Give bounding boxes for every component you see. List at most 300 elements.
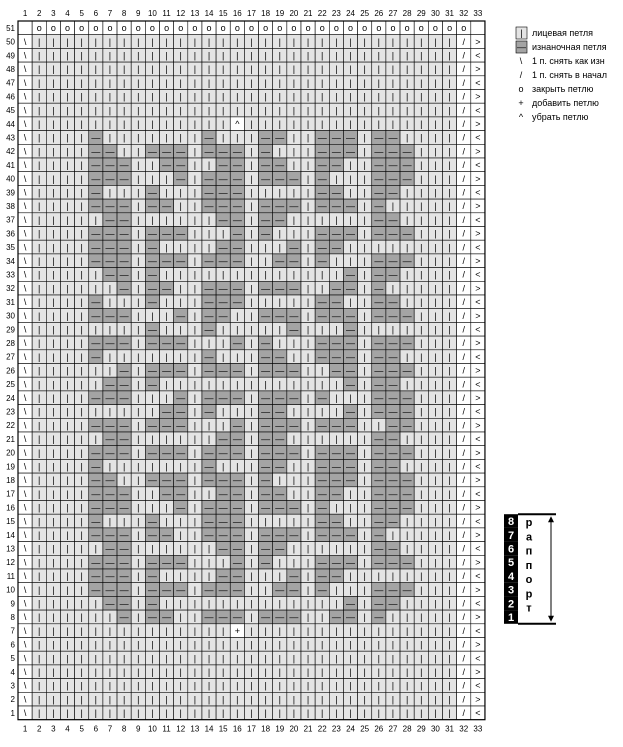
- stitch-symbol: |: [80, 502, 83, 513]
- stitch-symbol: |: [448, 310, 451, 321]
- stitch-symbol: —: [105, 557, 115, 568]
- stitch-symbol: |: [264, 255, 267, 266]
- stitch-symbol: |: [66, 242, 69, 253]
- stitch-symbol: |: [179, 297, 182, 308]
- stitch-symbol: |: [207, 598, 211, 609]
- stitch-symbol: —: [232, 173, 242, 184]
- stitch-symbol: |: [193, 502, 197, 513]
- stitch-symbol: |: [137, 283, 140, 294]
- stitch-symbol: |: [278, 557, 281, 568]
- stitch-symbol: —: [218, 502, 228, 513]
- stitch-symbol: /: [462, 228, 465, 239]
- stitch-symbol: |: [292, 91, 296, 102]
- stitch-symbol: —: [402, 420, 412, 431]
- stitch-symbol: |: [448, 392, 451, 403]
- stitch-symbol: —: [402, 173, 412, 184]
- stitch-symbol: |: [363, 666, 366, 677]
- stitch-symbol: —: [105, 475, 115, 486]
- column-number-top: 30: [430, 9, 440, 18]
- stitch-symbol: |: [335, 666, 338, 677]
- stitch-symbol: |: [264, 653, 267, 664]
- stitch-symbol: |: [391, 324, 395, 335]
- stitch-symbol: |: [94, 680, 97, 691]
- stitch-symbol: |: [179, 612, 182, 623]
- stitch-symbol: |: [434, 392, 437, 403]
- stitch-symbol: |: [335, 64, 338, 75]
- stitch-symbol: —: [204, 351, 214, 362]
- stitch-symbol: |: [38, 475, 41, 486]
- stitch-symbol: <: [475, 105, 481, 116]
- stitch-symbol: \: [23, 516, 27, 527]
- column-number-bottom: 8: [121, 724, 127, 734]
- stitch-symbol: |: [306, 242, 310, 253]
- stitch-symbol: |: [165, 105, 168, 116]
- row-number-label: 29: [6, 325, 15, 335]
- stitch-symbol: |: [335, 214, 338, 225]
- stitch-symbol: |: [448, 50, 451, 61]
- stitch-symbol: >: [475, 255, 481, 266]
- stitch-symbol: |: [306, 297, 310, 308]
- row-number-label: 7: [10, 626, 15, 636]
- stitch-symbol: —: [218, 392, 228, 403]
- stitch-symbol: |: [94, 324, 97, 335]
- stitch-symbol: |: [448, 488, 451, 499]
- stitch-symbol: —: [176, 160, 186, 171]
- stitch-symbol: |: [108, 64, 112, 75]
- stitch-symbol: |: [391, 64, 395, 75]
- stitch-symbol: |: [264, 242, 267, 253]
- stitch-symbol: —: [232, 447, 242, 458]
- stitch-symbol: |: [405, 612, 409, 623]
- stitch-symbol: |: [448, 639, 451, 650]
- stitch-symbol: |: [434, 50, 437, 61]
- stitch-symbol: |: [405, 187, 409, 198]
- stitch-symbol: |: [165, 694, 168, 705]
- stitch-symbol: —: [275, 173, 285, 184]
- stitch-symbol: |: [94, 543, 97, 554]
- stitch-symbol: —: [374, 283, 384, 294]
- stitch-symbol: |: [363, 91, 366, 102]
- column-number-top: 6: [93, 9, 99, 18]
- stitch-symbol: \: [23, 653, 27, 664]
- stitch-symbol: |: [193, 132, 197, 143]
- stitch-symbol: —: [289, 365, 299, 376]
- row-number-label: 43: [6, 133, 15, 143]
- stitch-symbol: /: [462, 283, 465, 294]
- stitch-symbol: |: [193, 557, 197, 568]
- stitch-symbol: |: [222, 379, 225, 390]
- stitch-symbol: —: [204, 475, 214, 486]
- stitch-symbol: |: [137, 639, 140, 650]
- stitch-symbol: |: [448, 420, 451, 431]
- stitch-symbol: —: [119, 201, 129, 212]
- stitch-symbol: |: [448, 612, 451, 623]
- stitch-symbol: |: [137, 666, 140, 677]
- stitch-symbol: |: [250, 639, 253, 650]
- stitch-symbol: |: [236, 132, 239, 143]
- stitch-symbol: |: [222, 77, 225, 88]
- stitch-symbol: |: [250, 187, 253, 198]
- stitch-symbol: |: [222, 666, 225, 677]
- stitch-symbol: |: [222, 557, 225, 568]
- stitch-symbol: ^: [235, 118, 240, 129]
- stitch-symbol: |: [306, 146, 310, 157]
- stitch-symbol: —: [232, 338, 242, 349]
- stitch-symbol: |: [94, 434, 97, 445]
- stitch-symbol: |: [335, 50, 338, 61]
- row-number-label: 20: [6, 448, 15, 458]
- stitch-symbol: —: [388, 392, 398, 403]
- stitch-symbol: —: [105, 571, 115, 582]
- column-number-top: 28: [402, 9, 412, 18]
- stitch-symbol: |: [193, 488, 197, 499]
- stitch-symbol: |: [80, 666, 83, 677]
- column-number-bottom: 19: [275, 724, 285, 734]
- stitch-symbol: |: [165, 324, 168, 335]
- rapport-word-letter: р: [525, 517, 533, 530]
- stitch-symbol: —: [317, 132, 327, 143]
- stitch-symbol: —: [374, 488, 384, 499]
- stitch-symbol: |: [38, 269, 41, 280]
- stitch-symbol: \: [23, 105, 27, 116]
- stitch-symbol: —: [204, 584, 214, 595]
- stitch-symbol: |: [448, 708, 451, 719]
- stitch-symbol: —: [331, 201, 341, 212]
- stitch-symbol: |: [321, 77, 324, 88]
- row-number-label: 14: [6, 530, 15, 540]
- stitch-symbol: |: [363, 475, 366, 486]
- stitch-symbol: |: [434, 680, 437, 691]
- stitch-symbol: —: [218, 434, 228, 445]
- stitch-symbol: —: [105, 146, 115, 157]
- stitch-symbol: |: [306, 571, 310, 582]
- stitch-symbol: —: [261, 612, 271, 623]
- stitch-symbol: |: [80, 516, 83, 527]
- stitch-symbol: |: [137, 214, 140, 225]
- stitch-symbol: |: [264, 694, 267, 705]
- stitch-symbol: —: [232, 557, 242, 568]
- stitch-symbol: |: [52, 64, 55, 75]
- stitch-symbol: |: [363, 406, 366, 417]
- stitch-symbol: |: [38, 666, 41, 677]
- stitch-symbol: |: [52, 255, 55, 266]
- stitch-symbol: —: [162, 255, 172, 266]
- stitch-symbol: |: [80, 146, 83, 157]
- stitch-symbol: |: [80, 365, 83, 376]
- stitch-symbol: |: [137, 105, 140, 116]
- stitch-symbol: |: [349, 571, 352, 582]
- stitch-symbol: —: [162, 584, 172, 595]
- stitch-symbol: |: [306, 475, 310, 486]
- stitch-symbol: —: [232, 420, 242, 431]
- stitch-symbol: |: [151, 64, 154, 75]
- stitch-symbol: —: [162, 365, 172, 376]
- stitch-symbol: |: [38, 187, 41, 198]
- stitch-symbol: |: [38, 146, 41, 157]
- stitch-symbol: —: [374, 502, 384, 513]
- stitch-symbol: |: [306, 434, 310, 445]
- stitch-symbol: |: [420, 228, 423, 239]
- stitch-symbol: |: [405, 297, 409, 308]
- stitch-symbol: |: [122, 146, 126, 157]
- stitch-symbol: —: [232, 529, 242, 540]
- stitch-symbol: |: [434, 173, 437, 184]
- stitch-symbol: \: [23, 36, 27, 47]
- stitch-symbol: |: [137, 146, 140, 157]
- stitch-symbol: >: [475, 365, 481, 376]
- stitch-symbol: |: [179, 324, 182, 335]
- stitch-symbol: |: [250, 338, 253, 349]
- stitch-symbol: \: [23, 228, 27, 239]
- stitch-symbol: |: [405, 653, 409, 664]
- stitch-symbol: |: [94, 708, 97, 719]
- stitch-symbol: >: [475, 283, 481, 294]
- stitch-symbol: |: [250, 708, 253, 719]
- stitch-symbol: |: [420, 160, 423, 171]
- stitch-symbol: >: [475, 146, 481, 157]
- stitch-symbol: —: [289, 584, 299, 595]
- stitch-symbol: —: [232, 214, 242, 225]
- stitch-symbol: |: [122, 118, 126, 129]
- stitch-symbol: |: [434, 36, 437, 47]
- stitch-symbol: —: [232, 571, 242, 582]
- stitch-symbol: |: [292, 146, 296, 157]
- stitch-symbol: —: [289, 420, 299, 431]
- stitch-symbol: |: [420, 36, 423, 47]
- stitch-symbol: —: [289, 242, 299, 253]
- stitch-symbol: —: [91, 502, 101, 513]
- column-number-top: 13: [190, 9, 200, 18]
- stitch-symbol: |: [391, 105, 395, 116]
- stitch-symbol: |: [250, 557, 253, 568]
- stitch-symbol: —: [331, 242, 341, 253]
- stitch-symbol: |: [94, 639, 97, 650]
- stitch-symbol: |: [434, 543, 437, 554]
- column-number-top: 12: [176, 9, 186, 18]
- stitch-symbol: —: [204, 612, 214, 623]
- stitch-symbol: |: [349, 187, 352, 198]
- stitch-symbol: |: [108, 406, 112, 417]
- stitch-symbol: —: [388, 228, 398, 239]
- stitch-symbol: |: [137, 338, 140, 349]
- stitch-symbol: |: [207, 269, 211, 280]
- stitch-symbol: |: [137, 132, 140, 143]
- stitch-symbol: |: [420, 502, 423, 513]
- stitch-symbol: \: [23, 269, 27, 280]
- stitch-symbol: |: [151, 50, 154, 61]
- stitch-symbol: |: [349, 584, 352, 595]
- stitch-symbol: |: [349, 118, 352, 129]
- stitch-symbol: |: [193, 297, 197, 308]
- stitch-symbol: —: [388, 475, 398, 486]
- stitch-symbol: |: [278, 187, 281, 198]
- stitch-symbol: |: [80, 201, 83, 212]
- stitch-symbol: |: [306, 516, 310, 527]
- stitch-symbol: —: [91, 447, 101, 458]
- stitch-symbol: |: [179, 283, 182, 294]
- stitch-symbol: |: [236, 680, 239, 691]
- stitch-symbol: |: [179, 639, 182, 650]
- stitch-symbol: |: [38, 255, 41, 266]
- stitch-symbol: |: [38, 36, 41, 47]
- stitch-symbol: |: [151, 310, 154, 321]
- stitch-symbol: |: [66, 406, 69, 417]
- stitch-symbol: |: [179, 543, 182, 554]
- stitch-symbol: |: [165, 310, 168, 321]
- stitch-symbol: /: [462, 214, 465, 225]
- stitch-symbol: |: [80, 255, 83, 266]
- stitch-symbol: |: [179, 50, 182, 61]
- stitch-symbol: —: [176, 146, 186, 157]
- stitch-symbol: |: [363, 625, 366, 636]
- stitch-symbol: |: [38, 324, 41, 335]
- stitch-symbol: >: [475, 201, 481, 212]
- stitch-symbol: |: [448, 653, 451, 664]
- stitch-symbol: |: [151, 639, 154, 650]
- stitch-symbol: |: [405, 351, 409, 362]
- stitch-symbol: /: [462, 406, 465, 417]
- stitch-symbol: \: [23, 680, 27, 691]
- column-number-bottom: 14: [204, 724, 214, 734]
- stitch-symbol: —: [275, 447, 285, 458]
- column-number-top: 21: [303, 9, 313, 18]
- stitch-symbol: <: [475, 543, 481, 554]
- stitch-symbol: /: [462, 160, 465, 171]
- stitch-symbol: |: [66, 160, 69, 171]
- rapport-number: 7: [507, 529, 515, 542]
- stitch-symbol: |: [363, 502, 366, 513]
- stitch-symbol: —: [388, 146, 398, 157]
- stitch-symbol: —: [275, 201, 285, 212]
- stitch-symbol: —: [176, 392, 186, 403]
- stitch-symbol: |: [405, 434, 409, 445]
- stitch-symbol: —: [232, 392, 242, 403]
- stitch-symbol: \: [23, 529, 27, 540]
- stitch-symbol: |: [321, 708, 324, 719]
- stitch-symbol: —: [346, 324, 356, 335]
- stitch-symbol: |: [377, 242, 380, 253]
- stitch-symbol: |: [80, 351, 83, 362]
- stitch-symbol: |: [349, 502, 352, 513]
- stitch-symbol: |: [321, 694, 324, 705]
- stitch-symbol: |: [448, 694, 451, 705]
- stitch-symbol: —: [91, 228, 101, 239]
- stitch-symbol: —: [147, 255, 157, 266]
- stitch-symbol: |: [434, 324, 437, 335]
- stitch-symbol: |: [193, 598, 197, 609]
- stitch-symbol: |: [420, 351, 423, 362]
- stitch-symbol: —: [176, 406, 186, 417]
- stitch-symbol: \: [23, 310, 27, 321]
- column-number-top: 32: [459, 9, 469, 18]
- stitch-symbol: —: [261, 502, 271, 513]
- stitch-symbol: |: [321, 639, 324, 650]
- stitch-symbol: |: [207, 694, 211, 705]
- stitch-symbol: |: [193, 36, 197, 47]
- stitch-symbol: —: [374, 584, 384, 595]
- stitch-symbol: |: [278, 379, 281, 390]
- stitch-symbol: |: [420, 475, 423, 486]
- stitch-symbol: —: [147, 201, 157, 212]
- stitch-symbol: —: [317, 228, 327, 239]
- stitch-symbol: |: [420, 557, 423, 568]
- stitch-symbol: —: [402, 502, 412, 513]
- stitch-symbol: —: [147, 529, 157, 540]
- stitch-symbol: |: [420, 310, 423, 321]
- column-number-bottom: 12: [176, 724, 186, 734]
- stitch-symbol: <: [475, 269, 481, 280]
- stitch-symbol: |: [321, 118, 324, 129]
- stitch-symbol: /: [462, 708, 465, 719]
- stitch-symbol: |: [363, 571, 366, 582]
- stitch-symbol: |: [38, 214, 41, 225]
- stitch-symbol: |: [38, 529, 41, 540]
- stitch-symbol: |: [137, 420, 140, 431]
- column-number-top: 19: [275, 9, 285, 18]
- stitch-symbol: |: [420, 571, 423, 582]
- stitch-symbol: |: [420, 283, 423, 294]
- stitch-symbol: |: [264, 297, 267, 308]
- stitch-symbol: |: [179, 680, 182, 691]
- stitch-symbol: |: [335, 269, 338, 280]
- stitch-symbol: |: [52, 625, 55, 636]
- stitch-symbol: /: [462, 379, 465, 390]
- stitch-symbol: |: [250, 36, 253, 47]
- stitch-symbol: |: [66, 201, 69, 212]
- stitch-symbol: |: [207, 105, 211, 116]
- stitch-symbol: |: [122, 666, 126, 677]
- stitch-symbol: —: [275, 392, 285, 403]
- stitch-symbol: o: [390, 23, 396, 34]
- stitch-symbol: —: [119, 571, 129, 582]
- stitch-symbol: /: [462, 146, 465, 157]
- stitch-symbol: |: [335, 77, 338, 88]
- stitch-symbol: |: [80, 132, 83, 143]
- stitch-symbol: |: [179, 461, 182, 472]
- stitch-symbol: |: [52, 91, 55, 102]
- stitch-symbol: —: [275, 584, 285, 595]
- stitch-symbol: —: [346, 132, 356, 143]
- stitch-symbol: |: [165, 666, 168, 677]
- stitch-symbol: —: [261, 173, 271, 184]
- stitch-symbol: —: [218, 297, 228, 308]
- stitch-symbol: o: [220, 23, 226, 34]
- stitch-symbol: —: [346, 228, 356, 239]
- stitch-symbol: /: [462, 36, 465, 47]
- stitch-symbol: —: [374, 173, 384, 184]
- stitch-symbol: |: [151, 91, 154, 102]
- column-number-bottom: 33: [473, 724, 483, 734]
- stitch-symbol: |: [137, 36, 140, 47]
- stitch-symbol: |: [66, 502, 69, 513]
- stitch-symbol: /: [462, 242, 465, 253]
- stitch-symbol: —: [204, 406, 214, 417]
- stitch-symbol: |: [179, 351, 182, 362]
- stitch-symbol: \: [23, 666, 27, 677]
- stitch-symbol: |: [434, 475, 437, 486]
- stitch-symbol: \: [23, 392, 27, 403]
- stitch-symbol: |: [179, 91, 182, 102]
- stitch-symbol: |: [207, 434, 211, 445]
- stitch-symbol: —: [232, 612, 242, 623]
- stitch-symbol: |: [80, 338, 83, 349]
- stitch-symbol: —: [388, 338, 398, 349]
- column-number-bottom: 9: [136, 724, 141, 734]
- stitch-symbol: |: [80, 406, 83, 417]
- stitch-symbol: |: [66, 475, 69, 486]
- stitch-symbol: |: [179, 666, 182, 677]
- stitch-symbol: —: [162, 612, 172, 623]
